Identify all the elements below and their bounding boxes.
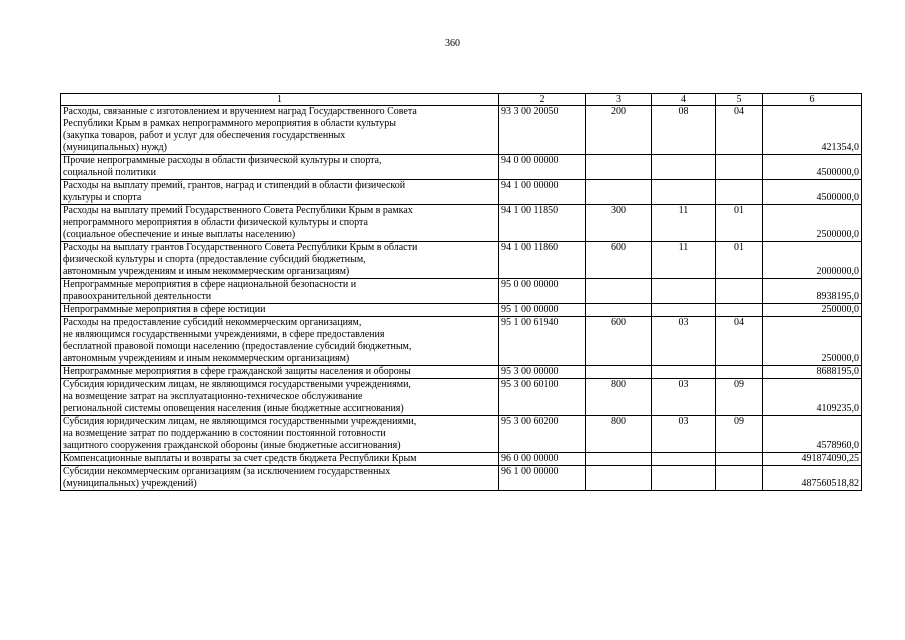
row-description	[61, 466, 499, 491]
row-description	[61, 317, 499, 366]
table-row	[61, 304, 862, 317]
description-line: (социальное обеспечение и иные выплаты населению)	[63, 229, 296, 240]
table-row	[61, 205, 862, 242]
budget-classification-code: 93 3 00 20050	[499, 106, 586, 155]
amount-value: 487560518,82	[763, 466, 862, 491]
budget-table	[60, 93, 862, 491]
column-header: 3	[586, 94, 652, 106]
subsection-code: 09	[716, 379, 763, 416]
section-code: 11	[652, 242, 716, 279]
expense-type-code: 600	[586, 317, 652, 366]
description-line: Расходы, связанные с изготовлением и вручением наград Государственного Совета	[63, 106, 417, 117]
description-line: Прочие непрограммные расходы в области физической культуры и спорта,	[63, 155, 382, 166]
table-row	[61, 180, 862, 205]
row-description	[61, 180, 499, 205]
description-line: автономным учреждениям и иным некоммерческим организациям)	[63, 353, 350, 364]
subsection-code	[716, 155, 763, 180]
row-description	[61, 366, 499, 379]
column-header: 4	[652, 94, 716, 106]
description-line: Компенсационные выплаты и возвраты за счет средств бюджета Республики Крым	[63, 453, 417, 464]
description-line: защитного сооружения гражданской обороны (иные бюджетные ассигнования)	[63, 440, 401, 451]
table-row	[61, 242, 862, 279]
expense-type-code: 800	[586, 416, 652, 453]
description-line: физической культуры и спорта (предоставление субсидий бюджетным,	[63, 254, 366, 265]
column-header: 6	[763, 94, 862, 106]
section-code: 03	[652, 317, 716, 366]
table-row	[61, 317, 862, 366]
expense-type-code: 300	[586, 205, 652, 242]
row-description	[61, 416, 499, 453]
description-line: Расходы на предоставление субсидий некоммерческим организациям,	[63, 317, 362, 328]
table-row	[61, 279, 862, 304]
section-code	[652, 155, 716, 180]
subsection-code	[716, 453, 763, 466]
section-code	[652, 180, 716, 205]
budget-classification-code: 96 1 00 00000	[499, 466, 586, 491]
expense-type-code	[586, 304, 652, 317]
description-line: Субсидии некоммерческим организациям (за исключением государственных	[63, 466, 391, 477]
table-header-row	[61, 94, 862, 106]
subsection-code: 04	[716, 317, 763, 366]
section-code: 08	[652, 106, 716, 155]
description-line: региональной системы оповещения населения (иные бюджетные ассигнования)	[63, 403, 404, 414]
subsection-code	[716, 366, 763, 379]
description-line: автономным учреждениям и иным некоммерческим организациям)	[63, 266, 350, 277]
amount-value: 421354,0	[763, 106, 862, 155]
table-row	[61, 106, 862, 155]
budget-classification-code: 95 3 00 60200	[499, 416, 586, 453]
budget-classification-code: 94 1 00 00000	[499, 180, 586, 205]
expense-type-code	[586, 279, 652, 304]
table-row	[61, 466, 862, 491]
amount-value: 2000000,0	[763, 242, 862, 279]
row-description	[61, 453, 499, 466]
description-line: бесплатной правовой помощи населению (предоставление субсидий бюджетным,	[63, 341, 412, 352]
description-line: не являющимся государственными учреждениями, в сфере предоставления	[63, 329, 385, 340]
budget-classification-code: 94 1 00 11860	[499, 242, 586, 279]
table-row	[61, 416, 862, 453]
budget-classification-code: 94 0 00 00000	[499, 155, 586, 180]
amount-value: 4109235,0	[763, 379, 862, 416]
description-line: на возмещение затрат по поддержанию в состоянии постоянной готовности	[63, 428, 386, 439]
row-description	[61, 379, 499, 416]
amount-value: 491874090,25	[763, 453, 862, 466]
description-line: Субсидия юридическим лицам, не являющимся государствеными учреждениями,	[63, 379, 411, 390]
amount-value: 2500000,0	[763, 205, 862, 242]
expense-type-code: 600	[586, 242, 652, 279]
section-code	[652, 453, 716, 466]
subsection-code	[716, 304, 763, 317]
description-line: культуры и спорта	[63, 192, 142, 203]
description-line: Республики Крым в рамках непрограммного мероприятия в области культуры	[63, 118, 397, 129]
budget-classification-code: 94 1 00 11850	[499, 205, 586, 242]
budget-classification-code: 95 0 00 00000	[499, 279, 586, 304]
subsection-code	[716, 180, 763, 205]
row-description	[61, 106, 499, 155]
description-line: Расходы на выплату грантов Государственного Совета Республики Крым в области	[63, 242, 418, 253]
section-code: 03	[652, 379, 716, 416]
row-description	[61, 205, 499, 242]
section-code	[652, 279, 716, 304]
budget-classification-code: 95 1 00 61940	[499, 317, 586, 366]
row-description	[61, 279, 499, 304]
section-code	[652, 466, 716, 491]
description-line: Непрограммные мероприятия в сфере национальной безопасности и	[63, 279, 357, 290]
expense-type-code	[586, 155, 652, 180]
description-line: непрограммного мероприятия в области физической культуры и спорта	[63, 217, 368, 228]
description-line: Расходы на выплату премий Государственного Совета Республики Крым в рамках	[63, 205, 413, 216]
amount-value: 250000,0	[763, 304, 862, 317]
expense-type-code	[586, 453, 652, 466]
row-description	[61, 304, 499, 317]
description-line: (муниципальных) нужд)	[63, 142, 167, 153]
description-line: правоохранительной деятельности	[63, 291, 212, 302]
amount-value: 250000,0	[763, 317, 862, 366]
column-header: 1	[61, 94, 499, 106]
description-line: Непрограммные мероприятия в сфере гражданской защиты населения и обороны	[63, 366, 411, 377]
row-description	[61, 155, 499, 180]
expense-type-code	[586, 180, 652, 205]
subsection-code	[716, 279, 763, 304]
budget-classification-code: 96 0 00 00000	[499, 453, 586, 466]
amount-value: 4578960,0	[763, 416, 862, 453]
column-header: 2	[499, 94, 586, 106]
amount-value: 4500000,0	[763, 180, 862, 205]
description-line: на возмещение затрат на эксплуатационно-техническое обслуживание	[63, 391, 363, 402]
expense-type-code	[586, 466, 652, 491]
page-number: 360	[445, 38, 460, 49]
budget-classification-code: 95 1 00 00000	[499, 304, 586, 317]
description-line: социальной политики	[63, 167, 156, 178]
table-row	[61, 379, 862, 416]
budget-classification-code: 95 3 00 00000	[499, 366, 586, 379]
budget-classification-code: 95 3 00 60100	[499, 379, 586, 416]
section-code: 03	[652, 416, 716, 453]
description-line: (закупка товаров, работ и услуг для обеспечения государственных	[63, 130, 346, 141]
row-description	[61, 242, 499, 279]
description-line: (муниципальных) учреждений)	[63, 478, 197, 489]
expense-type-code: 800	[586, 379, 652, 416]
description-line: Субсидия юридическим лицам, не являющимся государственными учреждениями,	[63, 416, 417, 427]
expense-type-code: 200	[586, 106, 652, 155]
section-code	[652, 366, 716, 379]
table-row	[61, 453, 862, 466]
table-row	[61, 366, 862, 379]
column-header: 5	[716, 94, 763, 106]
amount-value: 8688195,0	[763, 366, 862, 379]
amount-value: 4500000,0	[763, 155, 862, 180]
description-line: Расходы на выплату премий, грантов, наград и стипендий в области физической	[63, 180, 406, 191]
amount-value: 8938195,0	[763, 279, 862, 304]
subsection-code: 04	[716, 106, 763, 155]
subsection-code	[716, 466, 763, 491]
subsection-code: 09	[716, 416, 763, 453]
expense-type-code	[586, 366, 652, 379]
table-row	[61, 155, 862, 180]
subsection-code: 01	[716, 205, 763, 242]
section-code	[652, 304, 716, 317]
description-line: Непрограммные мероприятия в сфере юстиции	[63, 304, 266, 315]
section-code: 11	[652, 205, 716, 242]
subsection-code: 01	[716, 242, 763, 279]
